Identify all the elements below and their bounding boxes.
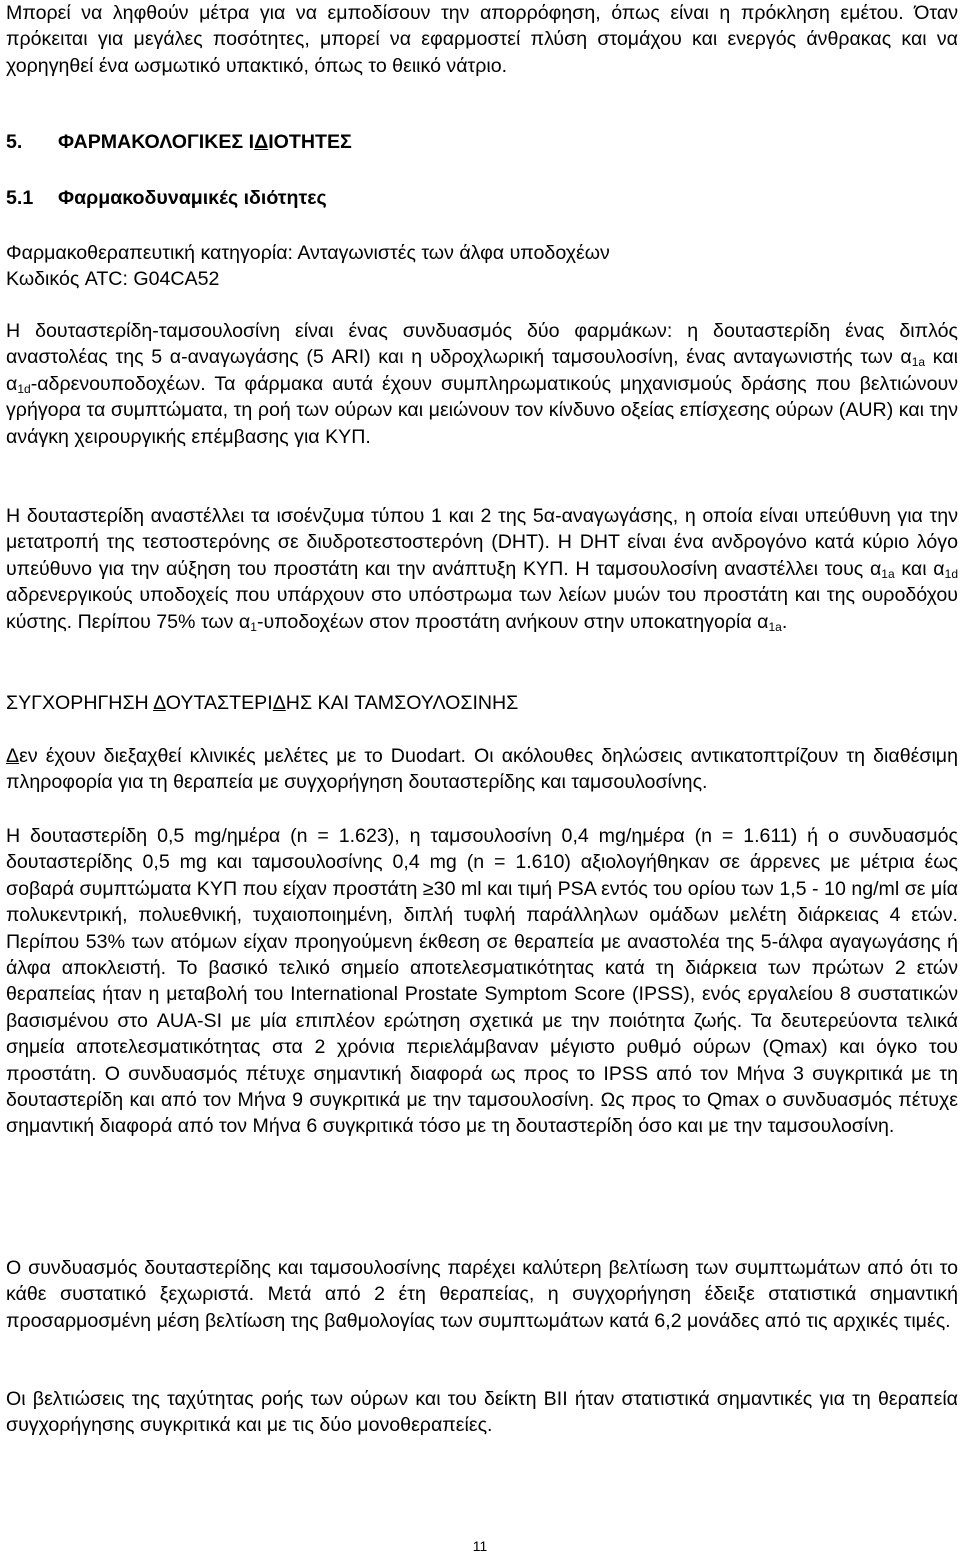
p2-subscript-1d: 1d — [944, 566, 958, 581]
p2-subscript-1: 1 — [250, 619, 257, 634]
dht-paragraph — [6, 503, 958, 635]
p2-text-e: . — [781, 610, 788, 633]
section-5-1-number: 5.1 — [6, 187, 34, 209]
p1-text-b: και α — [6, 346, 959, 395]
p2-text-d: -υποδοχέων στον προστάτη ανήκουν στην υποκατηγορία α — [256, 610, 769, 633]
p2-text-b: και α — [894, 557, 945, 580]
clinical-study-paragraph — [6, 823, 958, 1140]
section-5-1-title: Φαρμακοδυναμικές ιδιότητες — [58, 187, 327, 209]
intro-paragraph: Μπορεί να ληφθούν μέτρα για να εμποδίσουν την απορρόφηση, όπως είναι η πρόκληση εμέτου. Όταν πρόκειται για μεγάλες ποσότητες, μπορεί να εφαρμοστεί πλύση στομάχου και ενεργός άνθρακας και να χορηγηθεί ένα ωσμωτικό υπακτικό, όπως το θειικό νάτριο. — [6, 2, 958, 77]
p3-text: εν έχουν διεξαχθεί κλινικές μελέτες με το Duodart. Οι ακόλουθες δηλώσεις αντικατοπτρίζουν τη διαθέσιμη πληροφορία για τη θεραπεία με συγχορήγηση δουταστερίδης και ταμσουλοσίνης. — [6, 745, 958, 794]
section-5-heading — [6, 129, 352, 155]
combination-benefit-paragraph: Ο συνδυασμός δουταστερίδης και ταμσουλοσίνης παρέχει καλύτερη βελτίωση των συμπτωμάτων από ότι το κάθε συστατικό ξεχωριστά. Μετά από 2 έτη θεραπείας, η συγχορήγηση έδειξε στατιστικά σημαντική προσαρμοσμένη μέση βελτίωση της βαθμολογίας των συμπτωμάτων κατά 6,2 μονάδες από τις αρχικές τιμές. — [6, 1257, 958, 1332]
p1-subscript-1d: 1d — [17, 381, 31, 396]
p2-text-c: αδρενεργικούς υποδοχείς που υπάρχουν στο υπόστρωμα των λείων μυών του προστάτη και της ουροδόχου κύστης. Περίπου 75% των α — [6, 584, 958, 633]
therapeutic-category: Φαρμακοθεραπευτική κατηγορία: Ανταγωνιστές των άλφα υποδοχέων — [6, 242, 610, 264]
section-5-title-underlined: Δ — [254, 131, 269, 153]
p3-underlined-letter: Δ — [6, 745, 20, 767]
p2-text-a: Η δουταστερίδη αναστέλλει τα ισοένζυμα τύπου 1 και 2 της 5α-αναγωγάσης, η οποία είναι υπεύθυνη για την μετατροπή της τεστοστερόνης σε διυδροτεστοστερόνη (DHT). Η DHT είναι ένα ανδρογόνο κατά κύριο λόγο υπεύθυνο για την αύξηση του προστάτη και την ανάπτυξη ΚΥΠ. Η ταμσουλοσίνη αναστέλλει τους α — [6, 505, 958, 580]
p1-text-a: Η δουταστερίδη-ταμσουλοσίνη είναι ένας συνδυασμός δύο φαρμάκων: η δουταστερίδη ένας διπλός αναστολέας της 5 α-αναγωγάσης (5 ARI) και η υδροχλωρική ταμσουλοσίνη, ένας ανταγωνιστής των α — [6, 320, 958, 369]
flow-improvement-paragraph: Οι βελτιώσεις της ταχύτητας ροής των ούρων και του δείκτη BII ήταν στατιστικά σημαντικές για τη θεραπεία συγχορήγησης συγκριτικά και με τις δύο μονοθεραπείες. — [6, 1388, 958, 1437]
coadministration-heading — [6, 690, 518, 716]
p1-text-c: -αδρενουποδοχέων. Τα φάρμακα αυτά έχουν συμπληρωματικούς μηχανισμούς δράσης που βελτιώνουν γρήγορα τα συμπτώματα, τη ροή των ούρων και μειώνουν τον κίνδυνο οξείας επίσχεσης ούρων (AUR) και την ανάγκη χειρουργικής επέμβασης για ΚΥΠ. — [6, 372, 958, 448]
section-5-title-b: ΙΟΤΗΤΕΣ — [268, 131, 352, 153]
co-heading-a: ΣΥΓΧΟΡΗΓΗΣΗ — [6, 692, 154, 714]
page-number: 11 — [472, 1538, 488, 1554]
co-heading-underlined-1: Δ — [153, 692, 166, 714]
no-studies-paragraph — [6, 743, 958, 796]
p2-subscript-1a: 1a — [881, 566, 895, 581]
atc-code: Κωδικός ATC: G04CA52 — [6, 268, 220, 290]
co-heading-c: ΗΣ ΚΑΙ ΤΑΜΣΟΥΛΟΣΙΝΗΣ — [285, 692, 519, 714]
section-5-title-a: ΦΑΡΜΑΚΟΛΟΓΙΚΕΣ Ι — [58, 131, 255, 153]
p4-text-a: Η δουταστερίδη 0,5 mg/ημέρα (n = 1.623), η ταμσουλοσίνη 0,4 mg/ημέρα (n = 1.611) ή ο συνδυασμός δουταστερίδης 0,5 mg και ταμσουλοσίνης 0,4 mg (n = 1.610) αξιολογήθηκαν σε άρρενες με μέτρια έως σοβαρά συμπτώματα ΚΥΠ που είχαν προστάτη — [6, 825, 958, 900]
p1-subscript-1a: 1a — [911, 355, 926, 370]
section-5-1-heading — [6, 185, 327, 211]
p2-subscript-1a-b: 1a — [768, 619, 782, 634]
co-heading-b: ΟΥΤΑΣΤΕΡΙ — [165, 692, 273, 714]
greater-equal-symbol: ≥ — [422, 877, 434, 900]
section-5-number: 5. — [6, 131, 23, 153]
mechanism-paragraph — [6, 318, 958, 450]
co-heading-underlined-2: Δ — [272, 692, 286, 714]
p4-text-b: 30 ml και τιμή PSA εντός του ορίου των 1,5 - 10 ng/ml σε μία πολυκεντρική, πολυεθνική, τυχαιοποιημένη, διπλή τυφλή παράλληλων ομάδων μελέτη διάρκειας 4 ετών. Περίπου 53% των ατόμων είχαν προηγούμενη έκθεση σε θεραπεία με αναστολέα της 5-άλφα αγαγωγάσης ή άλφα αποκλειστή. Το βασικό τελικό σημείο αποτελεσματικότητας κατά τη διάρκεια των πρώτων 2 ετών θεραπείας ήταν η μεταβολή του International Prostate Symptom Score (IPSS), ενός εργαλείου 8 συστατικών βασισμένου στο AUA-SI με μία επιπλέον ερώτηση σχετικά με την ποιότητα ζωής. Τα δευτερεύοντα τελικά σημεία αποτελεσματικότητας στα 2 χρόνια περιελάμβαναν μέγιστο ρυθμό ούρων (Qmax) και όγκο του προστάτη. Ο συνδυασμός πέτυχε σημαντική διαφορά ως προς το IPSS από τον Μήνα 3 συγκριτικά με τη δουταστερίδη και από τον Μήνα 9 συγκριτικά με την ταμσουλοσίνη. Ως προς το Qmax ο συνδυασμός πέτυχε σημαντική διαφορά από τον Μήνα 6 συγκριτικά τόσο με τη δουταστερίδη όσο και με την ταμσουλοσίνη. — [6, 877, 958, 1138]
